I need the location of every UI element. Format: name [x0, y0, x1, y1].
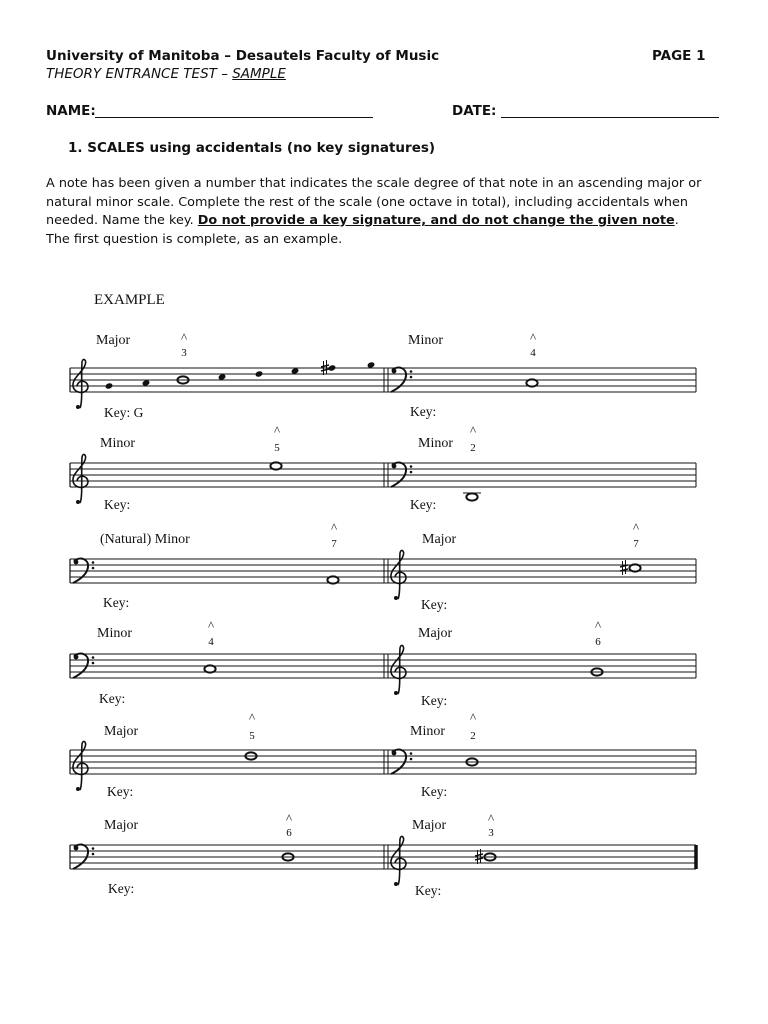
scale-type-label: Major [422, 532, 457, 547]
treble-clef-icon [394, 882, 398, 886]
scale-degree: 4 [208, 636, 214, 648]
scale-type-label: Major [412, 818, 447, 833]
key-label: Key: [103, 595, 130, 610]
test-title-prefix: THEORY ENTRANCE TEST – [46, 66, 233, 82]
treble-clef-icon [76, 500, 80, 504]
bass-clef-icon [410, 758, 413, 761]
degree-caret: ^ [469, 710, 477, 725]
key-label: Key: [99, 691, 126, 706]
degree-caret: ^ [248, 710, 256, 725]
instructions-emphasis: Do not provide a key signature, and do not change the given note [197, 213, 675, 228]
treble-clef-icon [73, 741, 88, 790]
scale-degree: 5 [274, 442, 280, 454]
sharp-icon [321, 365, 329, 367]
bass-clef-icon [92, 853, 95, 856]
scale-degree: 2 [470, 730, 476, 742]
key-label: Key: [107, 784, 134, 799]
treble-clef-icon [76, 405, 80, 409]
treble-clef-icon [394, 596, 398, 600]
bass-clef-icon [410, 370, 413, 373]
date-label: DATE: [452, 103, 497, 119]
degree-caret: ^ [207, 618, 215, 633]
bass-clef-icon [410, 376, 413, 379]
key-label: Key: [104, 497, 131, 512]
scale-type-label: Major [104, 818, 139, 833]
key-label: Key: [410, 497, 437, 512]
degree-caret: ^ [632, 520, 640, 535]
scale-degree: 2 [470, 442, 476, 454]
degree-caret: ^ [594, 618, 602, 633]
page-number: PAGE 1 [652, 48, 706, 64]
scale-type-label: Minor [410, 724, 445, 739]
bass-clef-icon [410, 752, 413, 755]
scale-degree: 6 [595, 636, 601, 648]
scale-type-label: Major [104, 724, 139, 739]
bass-clef-icon [392, 464, 397, 469]
degree-caret: ^ [529, 330, 537, 345]
bass-clef-icon [392, 369, 397, 374]
key-label: Key: [421, 693, 448, 708]
treble-clef-icon [73, 454, 88, 503]
scale-type-label: Minor [418, 436, 453, 451]
degree-caret: ^ [487, 811, 495, 826]
degree-caret: ^ [469, 423, 477, 438]
instructions-line: natural minor scale. Complete the rest of the scale (one octave in total), including accidentals when [46, 194, 688, 210]
bass-clef-icon [92, 561, 95, 564]
scale-degree: 6 [286, 827, 292, 839]
instructions-text: . [674, 213, 679, 228]
name-label: NAME: [46, 103, 96, 119]
bass-clef-icon [410, 471, 413, 474]
key-label: Key: [421, 597, 448, 612]
bass-clef-icon [74, 655, 79, 660]
scale-degree: 7 [633, 538, 639, 550]
sharp-icon [475, 858, 483, 860]
key-label: Key: [415, 883, 442, 898]
whole-note [466, 493, 477, 500]
example-label: EXAMPLE [94, 292, 165, 308]
bass-clef-icon [410, 465, 413, 468]
key-label: Key: G [104, 405, 144, 420]
scale-degree: 5 [249, 730, 255, 742]
bass-clef-icon [74, 560, 79, 565]
bass-clef-icon [92, 847, 95, 850]
treble-clef-icon [391, 550, 406, 599]
scale-type-label: Minor [408, 333, 443, 348]
test-title-sample: SAMPLE [232, 66, 286, 82]
degree-caret: ^ [180, 330, 188, 345]
instructions-line: The first question is complete, as an example. [46, 231, 343, 247]
filled-note [105, 382, 114, 389]
scale-type-label: (Natural) Minor [100, 532, 190, 547]
scale-degree: 3 [181, 347, 187, 359]
scale-type-label: Major [96, 333, 131, 348]
filled-note [255, 370, 264, 377]
treble-clef-icon [76, 787, 80, 791]
treble-clef-icon [391, 836, 406, 885]
degree-caret: ^ [330, 520, 338, 535]
bass-clef-icon [92, 656, 95, 659]
treble-clef-icon [73, 359, 88, 408]
key-label: Key: [410, 404, 437, 419]
instructions-text: needed. Name the key. [46, 213, 198, 228]
sharp-icon [321, 369, 329, 371]
bass-clef-icon [392, 751, 397, 756]
question-heading: 1. SCALES using accidentals (no key signatures) [68, 140, 436, 156]
key-label: Key: [108, 881, 135, 896]
key-label: Key: [421, 784, 448, 799]
instructions-line: A note has been given a number that indicates the scale degree of that note in an ascending major or [46, 176, 702, 191]
degree-caret: ^ [273, 423, 281, 438]
bass-clef-icon [92, 567, 95, 570]
scale-degree: 4 [530, 347, 536, 359]
sharp-icon [475, 854, 483, 856]
scale-type-label: Minor [100, 436, 135, 451]
scale-type-label: Major [418, 626, 453, 641]
scale-degree: 7 [331, 538, 337, 550]
bass-clef-icon [92, 662, 95, 665]
institution-title: University of Manitoba – Desautels Faculty of Music [46, 48, 440, 64]
treble-clef-icon [391, 645, 406, 694]
degree-caret: ^ [285, 811, 293, 826]
treble-clef-icon [394, 691, 398, 695]
scale-degree: 3 [488, 827, 494, 839]
scale-type-label: Minor [97, 626, 132, 641]
bass-clef-icon [74, 846, 79, 851]
